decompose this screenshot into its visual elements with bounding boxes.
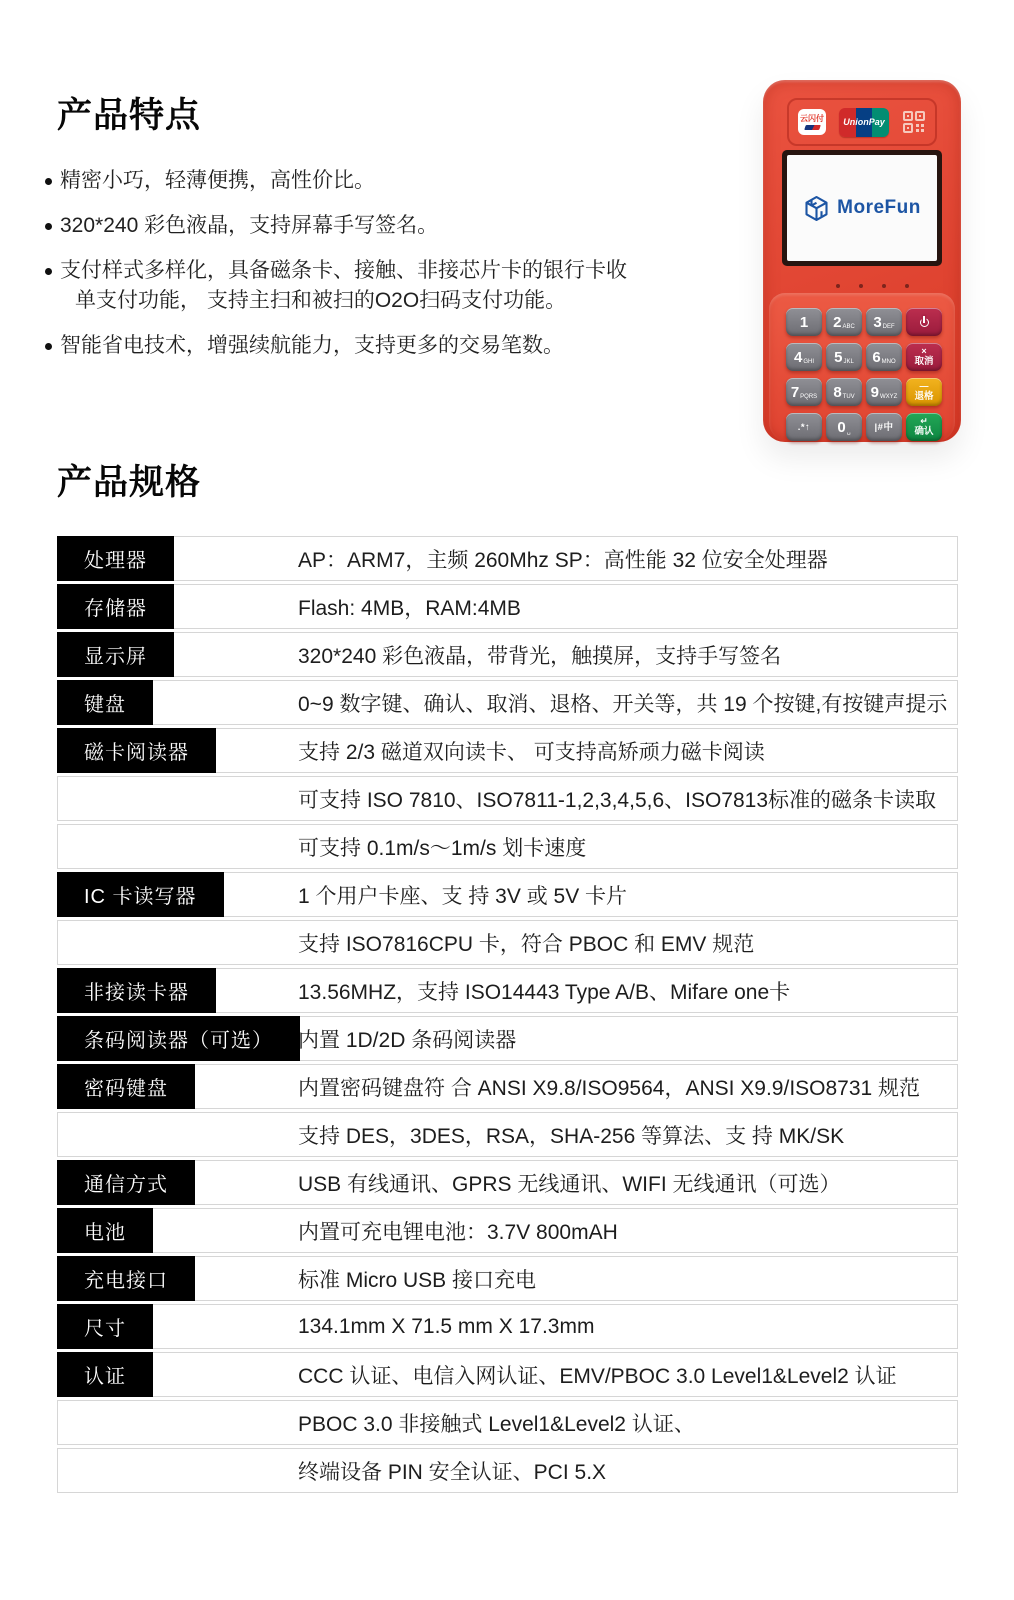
spec-value: 支持 ISO7816CPU 卡，符合 PBOC 和 EMV 规范 — [298, 932, 755, 956]
feature-item — [44, 211, 744, 241]
spec-value: PBOC 3.0 非接触式 Level1&Level2 认证、 — [298, 1412, 695, 1436]
key-main-label: 1 — [799, 313, 809, 331]
key-main-label: |#中 — [874, 421, 894, 433]
key-main-label: 6 — [872, 348, 881, 366]
spec-value: 内置 1D/2D 条码阅读器 — [298, 1028, 517, 1052]
spec-label: 磁卡阅读器 — [57, 728, 216, 773]
confirm-key — [906, 413, 942, 441]
spec-value: 320*240 彩色液晶，带背光，触摸屏，支持手写签名 — [298, 644, 782, 668]
unionpay-logo — [839, 108, 889, 137]
key-sub-label: JKL — [843, 359, 854, 365]
spec-label: 处理器 — [57, 536, 174, 581]
spec-table — [57, 536, 958, 1496]
key-main-label: 0 — [837, 418, 846, 436]
device-screen — [787, 155, 937, 261]
spec-label: 键盘 — [57, 680, 153, 725]
key-star — [786, 413, 822, 441]
spec-row — [57, 824, 958, 869]
spec-label: 通信方式 — [57, 1160, 195, 1205]
key-0 — [826, 413, 862, 441]
spec-value: 134.1mm X 71.5 mm X 17.3mm — [298, 1314, 595, 1338]
key-main-label: 9 — [870, 383, 879, 401]
spec-value: AP：ARM7，主频 260Mhz SP：高性能 32 位安全处理器 — [298, 548, 828, 572]
pos-device-image — [763, 80, 961, 442]
key-8-tuv — [826, 378, 862, 406]
key-6-mno — [866, 343, 902, 371]
spec-value: 内置密码键盘符 合 ANSI X9.8/ISO9564，ANSI X9.9/ISO8731 规范 — [298, 1076, 921, 1100]
key-main-label: 8 — [833, 383, 842, 401]
feature-text: 智能省电技术，增强续航能力，支持更多的交易笔数。 — [60, 334, 564, 357]
morefun-cube-icon — [803, 195, 830, 222]
feature-text: 支付样式多样化，具备磁条卡、接触、非接芯片卡的银行卡收 — [60, 259, 627, 282]
key-sub-label: MNO — [881, 359, 896, 365]
feature-item — [44, 331, 744, 361]
spec-value: 支持 DES，3DES，RSA，SHA-256 等算法、支 持 MK/SK — [298, 1124, 845, 1148]
device-logo-panel — [787, 98, 937, 146]
key-sub-label: TUV — [842, 394, 855, 400]
spec-label: 认证 — [57, 1352, 153, 1397]
power-key — [906, 308, 942, 336]
power-icon — [918, 317, 930, 329]
spec-row — [57, 1256, 958, 1301]
specs-title: 产品规格 — [57, 463, 202, 502]
spec-label: 条码阅读器（可选） — [57, 1016, 300, 1061]
spec-value: CCC 认证、电信入网认证、EMV/PBOC 3.0 Level1&Level2 认证 — [298, 1364, 897, 1388]
spec-value: USB 有线通讯、GPRS 无线通讯、WIFI 无线通讯（可选） — [298, 1172, 841, 1196]
spec-row — [57, 1160, 958, 1205]
key-sub-label: ABC — [842, 324, 855, 330]
key-hash — [866, 413, 902, 441]
spec-row — [57, 1448, 958, 1493]
key-sub-label: DEF — [882, 324, 895, 330]
device-keypad-panel — [769, 293, 955, 442]
spec-row — [57, 1064, 958, 1109]
key-9-wxyz — [866, 378, 902, 406]
keypad-keys — [786, 308, 942, 441]
spec-row — [57, 1016, 958, 1061]
confirm-icon: ↵ — [920, 416, 928, 426]
key-1 — [786, 308, 822, 336]
feature-item — [44, 166, 744, 196]
key-main-label: .*↑ — [797, 421, 811, 433]
key-main-label: 7 — [790, 383, 800, 401]
key-5-jkl — [826, 343, 862, 371]
spec-label: 尺寸 — [57, 1304, 153, 1349]
spec-value: Flash: 4MB，RAM:4MB — [298, 596, 521, 620]
spec-row — [57, 584, 958, 629]
feature-text: 320*240 彩色液晶，支持屏幕手写签名。 — [60, 214, 439, 237]
spec-value: 内置可充电锂电池：3.7V 800mAH — [298, 1220, 618, 1244]
spec-row — [57, 536, 958, 581]
spec-value: 0~9 数字键、确认、取消、退格、开关等，共 19 个按键,有按键声提示 — [298, 692, 948, 716]
spec-row — [57, 728, 958, 773]
yunshanfu-flag-icon — [804, 125, 821, 130]
spec-value: 13.56MHZ，支持 ISO14443 Type A/B、Mifare one卡 — [298, 980, 791, 1004]
key-label: 退格 — [914, 391, 934, 402]
spec-row — [57, 872, 958, 917]
yunshanfu-label: 云闪付 — [800, 113, 824, 123]
unionpay-label: UnionPay — [843, 117, 885, 127]
spec-label: 显示屏 — [57, 632, 174, 677]
spec-label: 充电接口 — [57, 1256, 195, 1301]
dot-icon — [859, 284, 863, 288]
dot-icon — [882, 284, 886, 288]
cancel-key — [906, 343, 942, 371]
spec-row — [57, 1112, 958, 1157]
feature-item — [44, 256, 744, 316]
spec-row — [57, 920, 958, 965]
key-label: 确认 — [914, 426, 934, 437]
feature-text-continued: 单支付功能， 支持主扫和被扫的O2O扫码支付功能。 — [75, 289, 567, 312]
spec-label: 存储器 — [57, 584, 174, 629]
spec-value: 支持 2/3 磁道双向读卡、 可支持高矫顽力磁卡阅读 — [298, 740, 765, 764]
spec-label: IC 卡读写器 — [57, 872, 224, 917]
morefun-brand-text: MoreFun — [837, 197, 921, 218]
backspace-icon: — — [919, 381, 929, 391]
key-3-def — [866, 308, 902, 336]
key-label: 取消 — [914, 356, 934, 367]
key-main-label: 5 — [834, 348, 843, 366]
spec-row — [57, 1208, 958, 1253]
key-2-abc — [826, 308, 862, 336]
spec-row — [57, 776, 958, 821]
key-main-label: 2 — [833, 313, 842, 331]
spec-label: 密码键盘 — [57, 1064, 195, 1109]
spec-value: 标准 Micro USB 接口充电 — [298, 1268, 537, 1292]
spec-label: 非接读卡器 — [57, 968, 216, 1013]
spec-value: 可支持 0.1m/s～1m/s 划卡速度 — [298, 836, 587, 860]
spec-row — [57, 632, 958, 677]
key-4-ghi — [786, 343, 822, 371]
feature-text: 精密小巧，轻薄便携，高性价比。 — [60, 169, 375, 192]
device-screen-bezel — [782, 150, 942, 266]
spec-row — [57, 1400, 958, 1445]
key-sub-label: GHI — [803, 359, 814, 365]
spec-value: 终端设备 PIN 安全认证、PCI 5.X — [298, 1460, 607, 1484]
spec-label: 电池 — [57, 1208, 153, 1253]
qr-code-icon — [902, 110, 926, 134]
dot-icon — [905, 284, 909, 288]
key-7-pqrs — [786, 378, 822, 406]
cancel-icon: × — [921, 346, 927, 356]
spec-value: 可支持 ISO 7810、ISO7811-1,2,3,4,5,6、ISO7813标准的磁条卡读取 — [298, 788, 937, 812]
key-main-label: 3 — [873, 313, 882, 331]
speaker-dots — [836, 284, 909, 288]
spec-row — [57, 1352, 958, 1397]
key-sub-label: WXYZ — [880, 394, 898, 400]
spec-row — [57, 1304, 958, 1349]
features-list — [44, 166, 744, 376]
spec-row — [57, 680, 958, 725]
spec-value: 1 个用户卡座、支 持 3V 或 5V 卡片 — [298, 884, 628, 908]
spec-row — [57, 968, 958, 1013]
key-sub-label: ␣ — [846, 429, 851, 435]
backspace-key — [906, 378, 942, 406]
key-sub-label: PQRS — [800, 394, 818, 400]
yunshanfu-logo — [798, 109, 826, 135]
features-title: 产品特点 — [57, 96, 202, 135]
key-main-label: 4 — [793, 348, 803, 366]
dot-icon — [836, 284, 840, 288]
